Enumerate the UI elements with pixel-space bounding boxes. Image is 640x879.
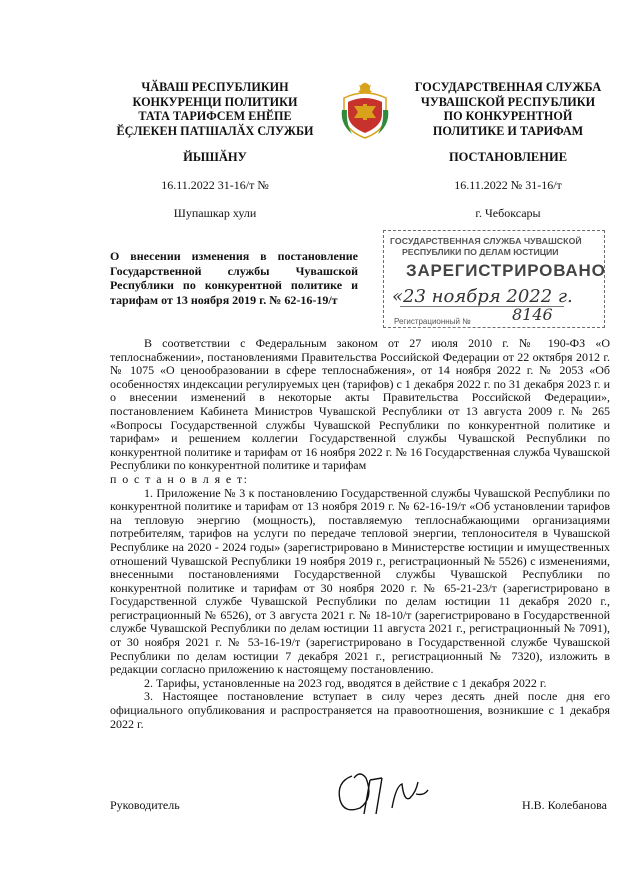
- body-item-2: 2. Тарифы, установленные на 2023 год, вводятся в действие с 1 декабря 2022 г.: [144, 675, 547, 690]
- header-left-city: Шупашкар хули: [173, 206, 257, 220]
- header-right-line: ПО КОНКУРЕНТНОЙ: [443, 109, 573, 123]
- stamp-line-1: ГОСУДАРСТВЕННАЯ СЛУЖБА ЧУВАШСКОЙ: [390, 236, 582, 246]
- header-right-date-number: 16.11.2022 № 31-16/т: [454, 178, 562, 192]
- header-right-doc-type: ПОСТАНОВЛЕНИЕ: [448, 150, 568, 164]
- header-left-doc-type: ЙЫШӐНУ: [183, 150, 247, 164]
- header-left-line: ТАТА ТАРИФСЕМ ЕНӖПЕ: [138, 109, 292, 123]
- coat-of-arms-graphic: [338, 80, 392, 142]
- header-left-authority: [95, 80, 335, 138]
- header-left-line: ЧӐВАШ РЕСПУБЛИКИН: [141, 80, 289, 94]
- header-right-line: ГОСУДАРСТВЕННАЯ СЛУЖБА: [414, 80, 602, 94]
- signatory-name: Н.В. Колебанова: [522, 798, 607, 812]
- body-resolves: п о с т а н о в л я е т:: [110, 471, 249, 486]
- signature-graphic: [330, 768, 440, 820]
- stamp-reg-label: Регистрационный №: [394, 317, 471, 326]
- header-right-authority: [398, 80, 618, 138]
- body-preamble: В соответствии с Федеральным законом от 27 июля 2010 г. № 190-ФЗ «О теплоснабжении», постановлениями Правительства Российской Федерации от 22 октября 2012 г. № 1075 «О ценообразовании в сфере теплоснабжения», от 14 ноября 2022 г. № 2053 «Об особенностях индексации регулируемых цен (тарифов) с 1 декабря 2022 г. по 31 декабря 2023 г. и о внесении изменений в некоторые акты Правительства Российской Федерации», постановлением Кабинета Министров Чувашской Республики от 13 августа 2009 г. № 265 «Вопросы Государственной службы Чувашской Республики по конкурентной политике и тарифам» и решением коллегии Государственной службы Чувашской Республики по конкурентной политике и тарифам от 16 ноября 2022 г. № 16 Государственная служба Чувашской Республики по конкурентной политике и тарифам: [110, 336, 610, 473]
- document-body: [110, 337, 610, 731]
- header-right-line: ПОЛИТИКЕ И ТАРИФАМ: [432, 123, 584, 138]
- header-left-line: КОНКУРЕНЦИ ПОЛИТИКИ: [132, 94, 298, 109]
- stamp-registered: ЗАРЕГИСТРИРОВАНО: [406, 261, 606, 280]
- handwritten-signature: [330, 768, 440, 820]
- stamp-reg-number: 8146: [512, 305, 553, 324]
- document-subject: О внесении изменения в постановление Государственной службы Чувашской Республики по конкурентной политике и тарифам от 13 ноября 2019 г. № 62-16-19/т: [110, 249, 358, 307]
- stamp-handwritten-date: [392, 286, 573, 307]
- header-right-line: ЧУВАШСКОЙ РЕСПУБЛИКИ: [420, 94, 596, 109]
- header-left-date-number: 16.11.2022 31-16/т №: [161, 178, 269, 192]
- signatory-position: Руководитель: [110, 798, 180, 812]
- header-right-city: г. Чебоксары: [475, 206, 541, 220]
- body-item-3: 3. Настоящее постановление вступает в силу через десять дней после дня его официального опубликования и распространяется на правоотношения, возникшие с 1 декабря 2022 г.: [110, 689, 610, 731]
- stamp-date-text: «23 ноября 2022 г.: [392, 286, 573, 307]
- header-left-line: ӖҪЛЕКЕН ПАТШАЛӐХ СЛУЖБИ: [116, 123, 314, 138]
- coat-of-arms-icon: [338, 80, 392, 142]
- body-item-1: 1. Приложение № 3 к постановлению Государственной службы Чувашской Республики по конкурентной политике и тарифам от 13 ноября 2019 г. № 62-16-19/т «Об установлении тарифов на тепловую энергию (мощность), поставляемую теплоснабжающими организациями потребителям, тарифов на услуги по передаче тепловой энергии, теплоносителя в Чувашской Республике на 2020 - 2024 годы» (зарегистрировано в Министерстве юстиции и имущественных отношений Чувашской Республики 19 ноября 2019 г., регистрационный № 5526) с изменениями, внесенными постановлениями Государственной службы Чувашской Республики по конкурентной политике и тарифам от 30 ноября 2020 г. № 65-21-23/т (зарегистрировано в Государственной службе Чувашской Республики по делам юстиции 11 декабря 2020 г., регистрационный № 6526), от 3 августа 2021 г. № 18-10/т (зарегистрировано в Государственной службе Чувашской Республики по делам юстиции 11 августа 2021 г., регистрационный № 7091), от 30 ноября 2021 г. № 53-16-19/т (зарегистрировано в Государственной службе Чувашской Республики по делам юстиции 7 декабря 2021 г., регистрационный № 7320), изложить в редакции согласно приложению к настоящему постановлению.: [110, 485, 610, 677]
- stamp-line-2: РЕСПУБЛИКИ ПО ДЕЛАМ ЮСТИЦИИ: [402, 247, 559, 257]
- registration-stamp: [383, 230, 605, 328]
